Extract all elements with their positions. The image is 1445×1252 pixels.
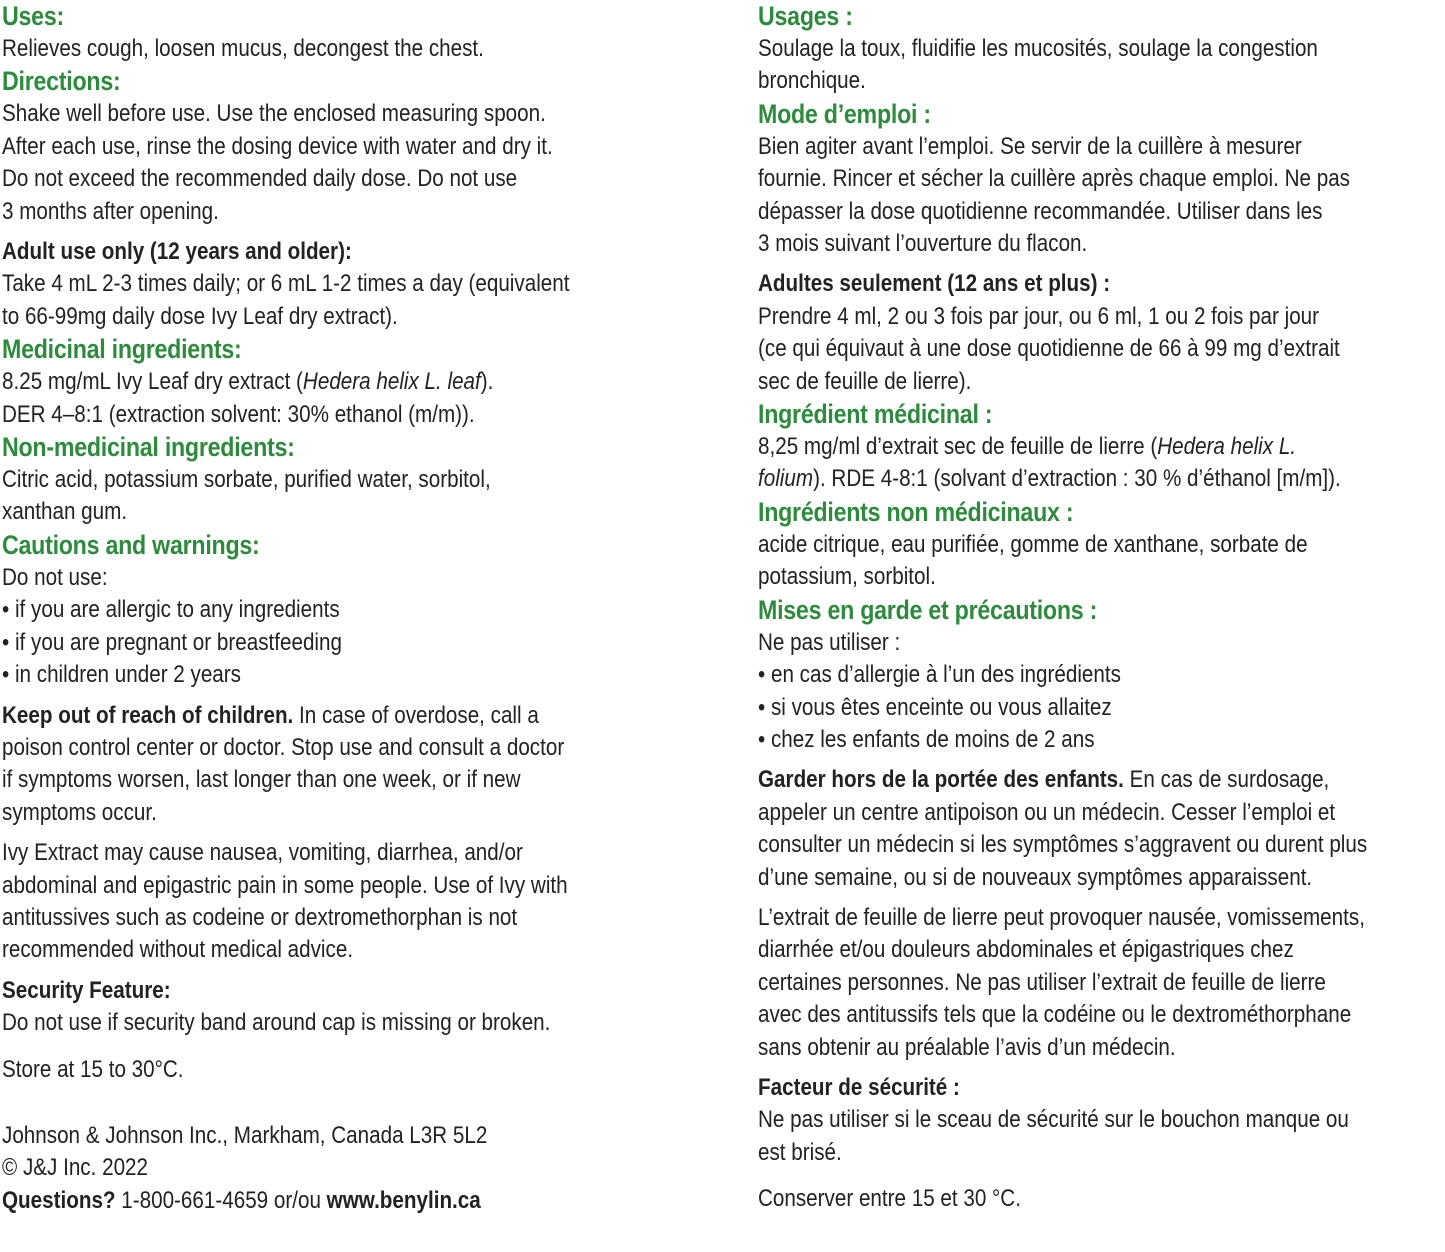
company-text: Johnson & Johnson Inc., Markham, Canada L3R 5L2 — [2, 1121, 488, 1149]
keep-out-text: Keep out of reach of children. In case of overdose, call a — [2, 701, 539, 729]
non-medicinaux-text: acide citrique, eau purifiée, gomme de xanthane, sorbate de — [758, 530, 1308, 558]
directions-text: Do not exceed the recommended daily dose. Do not use — [2, 165, 518, 193]
adult-use-text: Take 4 mL 2-3 times daily; or 6 mL 1-2 times a day (equivalent — [2, 270, 570, 298]
ivy-warning-text: Ivy Extract may cause nausea, vomiting, diarrhea, and/or — [2, 839, 523, 867]
usages-heading: Usages : — [758, 1, 853, 31]
ingredient-medicinal-text: 8,25 mg/ml d’extrait sec de feuille de lierre (Hedera helix L. — [758, 433, 1297, 461]
mode-emploi-text: dépasser la dose quotidienne recommandée. Utiliser dans les — [758, 197, 1323, 225]
keep-out-text: symptoms occur. — [2, 798, 157, 826]
bullet-item: • if you are allergic to any ingredients — [2, 596, 340, 624]
questions-text: Questions? 1-800-661-4659 or/ou www.benylin.ca — [2, 1186, 481, 1214]
lierre-warning-text: avec des antitussifs tels que la codéine ou le dextrométhorphane — [758, 1001, 1352, 1029]
english-column — [2, 0, 722, 1217]
cautions-heading: Cautions and warnings: — [2, 529, 260, 560]
usages-text: bronchique. — [758, 67, 866, 95]
nonmedicinal-text: xanthan gum. — [2, 498, 128, 526]
lierre-warning-text: diarrhée et/ou douleurs abdominales et épigastriques chez — [758, 936, 1294, 964]
ne-pas-utiliser-label: Ne pas utiliser : — [758, 628, 901, 656]
conserver-text: Conserver entre 15 et 30 °C. — [758, 1185, 1021, 1213]
security-text: Do not use if security band around cap is missing or broken. — [2, 1009, 551, 1037]
directions-text: 3 months after opening. — [2, 197, 219, 225]
do-not-use-label: Do not use: — [2, 563, 108, 591]
uses-text: Relieves cough, loosen mucus, decongest the chest. — [2, 35, 484, 62]
security-heading: Security Feature: — [2, 976, 171, 1004]
medicinal-text: 8.25 mg/mL Ivy Leaf dry extract (Hedera helix L. leaf). — [2, 368, 494, 396]
mode-emploi-heading: Mode d’emploi : — [758, 98, 931, 129]
mode-emploi-text: fournie. Rincer et sécher la cuillère après chaque emploi. Ne pas — [758, 165, 1350, 193]
facteur-securite-text: Ne pas utiliser si le sceau de sécurité sur le bouchon manque ou — [758, 1106, 1349, 1134]
ivy-warning-text: antitussives such as codeine or dextromethorphan is not — [2, 903, 518, 931]
ingredient-medicinal-heading: Ingrédient médicinal : — [758, 399, 993, 430]
copyright-text: © J&J Inc. 2022 — [2, 1154, 149, 1182]
mises-en-garde-heading: Mises en garde et précautions : — [758, 594, 1098, 625]
facteur-securite-text: est brisé. — [758, 1138, 842, 1166]
adultes-text: (ce qui équivaut à une dose quotidienne de 66 à 99 mg d’extrait — [758, 335, 1340, 363]
adultes-text: Prendre 4 ml, 2 ou 3 fois par jour, ou 6 ml, 1 ou 2 fois par jour — [758, 302, 1320, 330]
garder-hors-text: d’une semaine, ou si de nouveaux symptômes apparaissent. — [758, 863, 1313, 891]
french-column — [758, 0, 1445, 1216]
lierre-warning-text: certaines personnes. Ne pas utiliser l’extrait de feuille de lierre — [758, 968, 1326, 996]
directions-text: Shake well before use. Use the enclosed measuring spoon. — [2, 100, 546, 128]
mode-emploi-text: Bien agiter avant l’emploi. Se servir de la cuillère à mesurer — [758, 132, 1302, 160]
bullet-item: • si vous êtes enceinte ou vous allaitez — [758, 693, 1112, 721]
uses-heading: Uses: — [2, 1, 64, 31]
garder-hors-text: Garder hors de la portée des enfants. En cas de surdosage, — [758, 766, 1330, 794]
adultes-text: sec de feuille de lierre). — [758, 367, 972, 395]
garder-hors-text: consulter un médecin si les symptômes s’aggravent ou durent plus — [758, 831, 1368, 859]
lierre-warning-text: sans obtenir au préalable l’avis d’un médecin. — [758, 1033, 1176, 1061]
medicinal-heading: Medicinal ingredients: — [2, 334, 242, 365]
adultes-heading: Adultes seulement (12 ans et plus) : — [758, 270, 1111, 298]
usages-text: Soulage la toux, fluidifie les mucosités, soulage la congestion — [758, 35, 1318, 62]
non-medicinaux-heading: Ingrédients non médicinaux : — [758, 496, 1074, 527]
mode-emploi-text: 3 mois suivant l’ouverture du flacon. — [758, 230, 1088, 258]
adult-use-heading: Adult use only (12 years and older): — [2, 238, 352, 266]
nonmedicinal-heading: Non-medicinal ingredients: — [2, 432, 295, 463]
keep-out-text: poison control center or doctor. Stop use and consult a doctor — [2, 733, 565, 761]
directions-heading: Directions: — [2, 66, 121, 97]
bullet-item: • chez les enfants de moins de 2 ans — [758, 725, 1095, 753]
non-medicinaux-text: potassium, sorbitol. — [758, 563, 936, 591]
bullet-item: • if you are pregnant or breastfeeding — [2, 628, 342, 656]
keep-out-text: if symptoms worsen, last longer than one week, or if new — [2, 766, 521, 794]
nonmedicinal-text: Citric acid, potassium sorbate, purified water, sorbitol, — [2, 466, 491, 494]
adult-use-text: to 66-99mg daily dose Ivy Leaf dry extract). — [2, 302, 398, 330]
ingredient-medicinal-text: folium). RDE 4-8:1 (solvant d’extraction : 30 % d’éthanol [m/m]). — [758, 465, 1341, 493]
bullet-item: • en cas d’allergie à l’un des ingrédients — [758, 661, 1121, 689]
bullet-item: • in children under 2 years — [2, 661, 241, 689]
ivy-warning-text: abdominal and epigastric pain in some people. Use of Ivy with — [2, 871, 568, 899]
facteur-securite-heading: Facteur de sécurité : — [758, 1073, 960, 1101]
directions-text: After each use, rinse the dosing device with water and dry it. — [2, 132, 553, 160]
garder-hors-text: appeler un centre antipoison ou un médecin. Cesser l’emploi et — [758, 798, 1336, 826]
lierre-warning-text: L’extrait de feuille de lierre peut provoquer nausée, vomissements, — [758, 903, 1365, 931]
website-link[interactable]: www.benylin.ca — [326, 1186, 481, 1214]
ivy-warning-text: recommended without medical advice. — [2, 936, 354, 964]
medicinal-text: DER 4–8:1 (extraction solvent: 30% ethanol (m/m)). — [2, 400, 475, 428]
storage-text: Store at 15 to 30°C. — [2, 1055, 184, 1083]
